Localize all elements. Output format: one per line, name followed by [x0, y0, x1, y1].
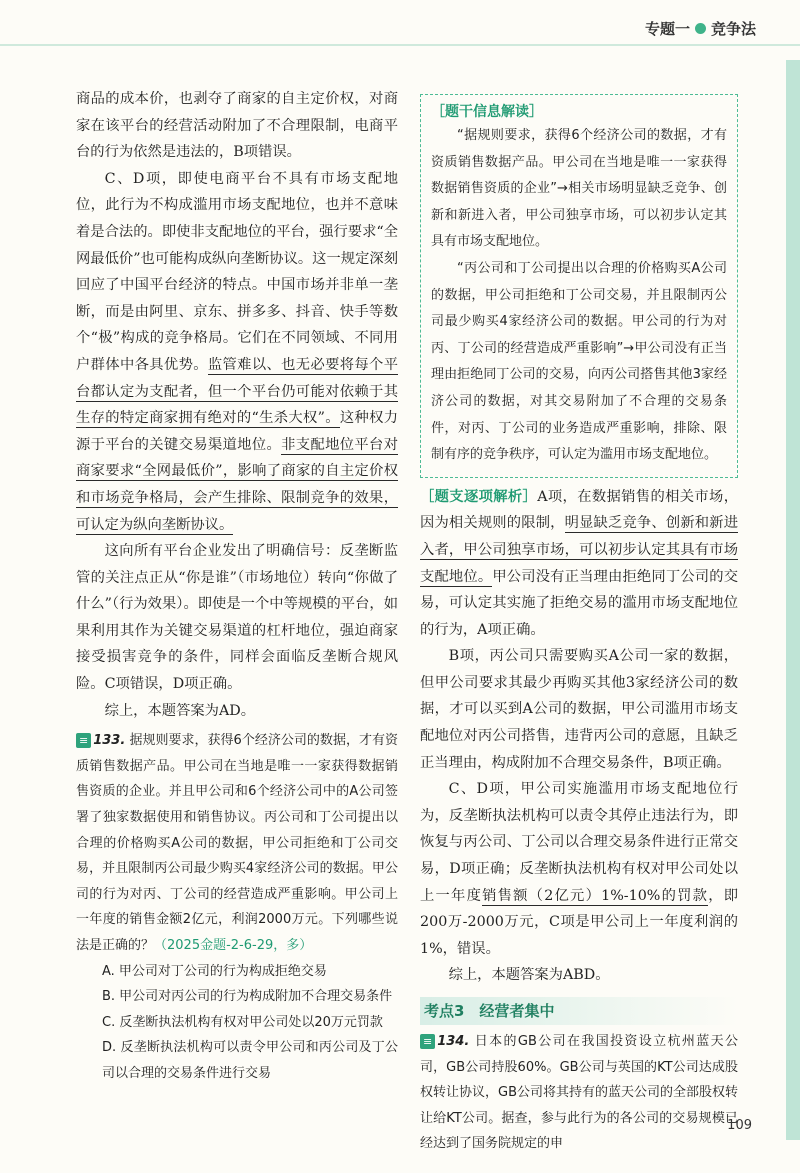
- option-c: C. 反垄断执法机构有权对甲公司处以20万元罚款: [102, 1014, 383, 1030]
- option-d: D. 反垄断执法机构可以责令甲公司和丙公司及丁公司以合理的交易条件进行交易: [102, 1040, 398, 1081]
- text-run: C、D项，甲公司实施滥用市场支配地位行为，反垄断执法机构可以责令其停止违法行为，即恢复与丙公司、丁公司以合理交易条件进行正常交易，D项正确；反垄断执法机构有权对甲公司处以上一年度: [420, 781, 738, 904]
- question-icon: ≡: [420, 1034, 435, 1049]
- underlined-text: 非支配地位平台对商家要求“全网最低价”，影响了商家的自主定价权和市场竞争格局，会产生排除、限制竞争的效果，可认定为纵向垄断协议。: [76, 436, 399, 533]
- header-dot-icon: [695, 23, 706, 34]
- text-run: 甲公司没有正当理由拒绝同丁公司的交易，可认定其实施了拒绝交易的滥用市场支配地位的行为，A项正确。: [420, 568, 739, 638]
- question-number: 133.: [93, 733, 126, 749]
- header-topic: 专题一: [644, 20, 690, 38]
- paragraph-cd: [76, 166, 398, 538]
- question-icon: ≡: [76, 733, 91, 748]
- edge-stripe: [786, 60, 800, 1140]
- underlined-text: 明显缺乏竞争、创新和新进入者，甲公司独享市场，可以初步认定其具有市场支配地位。: [420, 515, 739, 585]
- analysis-tag: ［题支逐项解析］: [420, 488, 538, 505]
- header-chapter: 竞争法: [710, 20, 756, 38]
- underlined-text: 销售额（2亿元）1%-10%的罚款: [482, 887, 709, 904]
- analysis-cd: [420, 776, 738, 962]
- section-heading: 考点3 经营者集中: [420, 997, 738, 1025]
- text-run: A项，在数据销售的相关市场，因为相关规则的限制，: [420, 488, 739, 532]
- paragraph-summary: 综上，本题答案为AD。: [104, 702, 256, 719]
- analysis-summary: 综上，本题答案为ABD。: [448, 967, 610, 984]
- running-header: [645, 18, 756, 39]
- text-run: 这种权力源于平台的关键交易渠道地位。: [76, 410, 399, 453]
- text-run: ，即200万-2000万元，C项是甲公司上一年度利润的1%，错误。: [420, 887, 739, 957]
- question-stem: [76, 728, 398, 958]
- right-column: [420, 94, 738, 1157]
- option-b: B. 甲公司对丙公司的行为构成附加不合理交易条件: [102, 989, 393, 1005]
- option-a: A. 甲公司对丁公司的行为构成拒绝交易: [102, 963, 327, 979]
- question-133: [76, 728, 398, 1086]
- info-box: [420, 94, 738, 478]
- question-number: 134.: [437, 1034, 470, 1049]
- analysis-a: [420, 484, 738, 644]
- paragraph: 商品的成本价，也剥夺了商家的自主定价权，对商家在该平台的经营活动附加了不合理限制，电商平台的行为依然是违法的，B项错误。: [76, 91, 398, 161]
- underlined-text: 监管难以、也无必要将每个平台都认定为支配者，但一个平台仍可能对依赖于其生存的特定商家拥有绝对的“生杀大权”。: [76, 356, 399, 427]
- analysis-b: B项，丙公司只需要购买A公司一家的数据，但甲公司要求其最少再购买其他3家经济公司的数据，才可以买到A公司的数据，甲公司滥用市场支配地位对丙公司搭售，违背丙公司的意愿，且缺乏正当理由，构成附加不合理交易条件，B项正确。: [420, 648, 738, 771]
- info-box-title: ［题干信息解读］: [431, 104, 543, 120]
- paragraph: 这向所有平台企业发出了明确信号：反垄断监管的关注点正从“你是谁”（市场地位）转向“你做了什么”（行为效果）。即使是一个中等规模的平台，如果利用其作为关键交易渠道的杠杆地位，强迫商家接受损害竞争的条件，同样会面临反垄断合规风险。C项错误，D项正确。: [76, 543, 398, 693]
- header-rule: [0, 44, 800, 46]
- question-text: 据规则要求，获得6个经济公司的数据，才有资质销售数据产品。甲公司在当地是唯一一家获得数据销售资质的企业。并且甲公司和6个经济公司中的A公司签署了独家数据使用和销售协议。丙公司和丁公司提出以合理的价格购买A公司的数据，甲公司拒绝和丁公司交易，并且限制丙公司最少购买4家经济公司的数据。甲公司的行为对丙、丁公司的经营造成严重影响。甲公司上一年度的销售金额2亿元，利润2000万元。下列哪些说法是正确的？: [76, 733, 398, 953]
- page-number: 109: [727, 1118, 752, 1133]
- question-source: （2025金题-2-6-29，多）: [154, 938, 313, 953]
- question-text: 日本的GB公司在我国投资设立杭州蓝天公司，GB公司持股60%。GB公司与英国的KT公司达成股权转让协议，GB公司将其持有的蓝天公司的全部股权转让给KT公司。据查，参与此行为的各公司的交易规模已经达到了国务院规定的申: [420, 1034, 738, 1152]
- left-column: [76, 86, 398, 1087]
- info-box-paragraph: “据规则要求，获得6个经济公司的数据，才有资质销售数据产品。甲公司在当地是唯一一家获得数据销售资质的企业”→相关市场明显缺乏竞争、创新和新进入者，甲公司独享市场，可以初步认定其具有市场支配地位。: [431, 128, 727, 250]
- text-run: C、D项，即使电商平台不具有市场支配地位，此行为不构成滥用市场支配地位，也并不意味着是合法的。即使非支配地位的平台，强行要求“全网最低价”也可能构成纵向垄断协议。这一规定深刻回应了中国平台经济的特点。中国市场并非单一垄断，而是由阿里、京东、拼多多、抖音、快手等数个“极”构成的竞争格局。它们在不同领域、不同用户群体中各具优势。: [76, 170, 398, 373]
- question-134: [420, 1029, 738, 1157]
- info-box-paragraph: “丙公司和丁公司提出以合理的价格购买A公司的数据，甲公司拒绝和丁公司交易，并且限制丙公司最少购买4家经济公司的数据。甲公司的行为对丙、丁公司的经营造成严重影响”→甲公司没有正当理由拒绝同丁公司的交易，向丙公司搭售其他3家经济公司的数据，对其交易附加了不合理的交易条件，对丙、丁公司的业务造成严重影响，排除、限制有序的竞争秩序，可认定为滥用市场支配地位。: [431, 260, 727, 463]
